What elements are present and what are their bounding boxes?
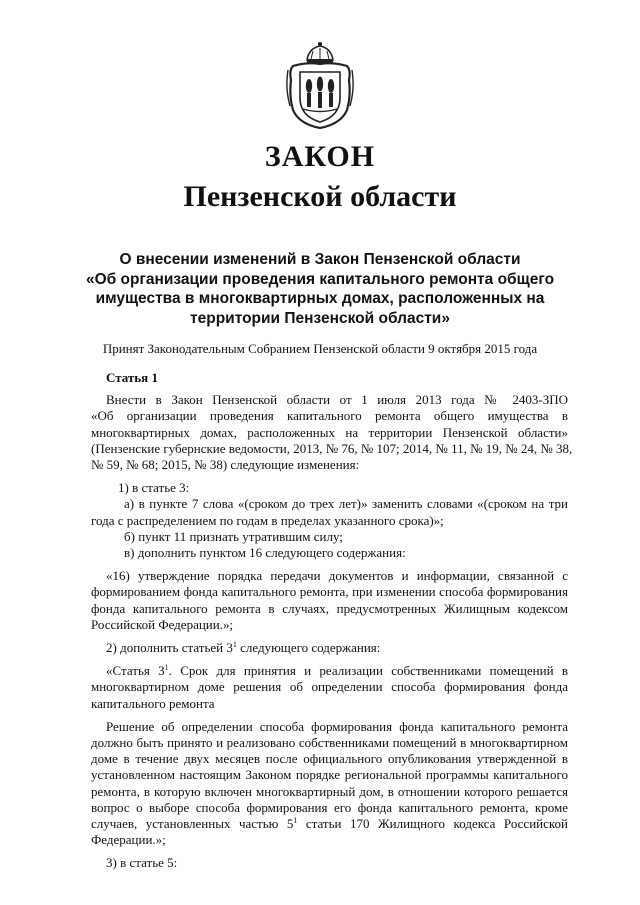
paragraph-line: многоквартирных домах, расположенных на территории Пензенской области» — [91, 424, 568, 440]
quoted-paragraph-line: Российской Федерации.»; — [91, 616, 234, 632]
article-3-1-text-line: должно быть принято и реализовано собственниками помещений в многоквартирном — [91, 735, 568, 751]
document-type-title: ЗАКОН — [264, 140, 376, 173]
article-3-1-text-line: Решение об определении способа формирования фонда капитального ремонта — [106, 718, 568, 734]
article-body — [91, 370, 573, 872]
heading-line: имущества в многоквартирных домах, расположенных на — [95, 290, 545, 307]
heading-line: О внесении изменений в Закон Пензенской области — [119, 251, 521, 268]
coat-of-arms-emblem — [285, 40, 355, 130]
paragraph-line: (Пензенские губернские ведомости, 2013, № 76, № 107; 2014, № 11, № 19, № 24, № 38, — [91, 440, 573, 456]
list-item: б) пункт 11 признать утратившим силу; — [124, 528, 343, 544]
quoted-paragraph-line: «16) утверждение порядка передачи документов и информации, связанной с — [106, 568, 568, 584]
article-3-1-title-line: капитального ремонта — [91, 695, 215, 711]
article-3-1-text-line: установленном настоящим Законом порядке региональной программы капитального — [91, 767, 568, 783]
article-3-1-text-line: Федерации.»; — [91, 832, 166, 848]
list-item: 1) в статье 3: — [118, 480, 190, 496]
heading-line: территории Пензенской области» — [190, 309, 450, 327]
list-item: 3) в статье 5: — [106, 855, 178, 871]
paragraph-line: «Об организации проведения капитального ремонта общего имущества в — [91, 408, 568, 424]
article-3-1-text-line: ремонта, в которую включен многоквартирный дом, в отношении которого решается — [91, 783, 568, 799]
article-title: Статья 1 — [106, 370, 158, 385]
list-item: в) дополнить пунктом 16 следующего содержания: — [124, 545, 406, 561]
heading-line: «Об организации проведения капитального ремонта общего — [85, 270, 555, 288]
article-3-1-text-line: вопрос о выборе способа формирования его фонда капитального ремонта, кроме — [91, 799, 568, 815]
article-3-1-title-line: многоквартирном доме решения об определении способа формирования фонда — [91, 679, 568, 695]
list-item: года с распределением по годам в пределах указанного срока)»; — [91, 512, 444, 528]
paragraph-line: Внести в Закон Пензенской области от 1 июля 2013 года № 2403-ЗПО — [106, 392, 568, 408]
quoted-paragraph-line: формированием фонда капитального ремонта, при изменении способа формирования — [91, 584, 568, 600]
list-item: 2) дополнить статьей $3^1$ следующего содержания: — [106, 640, 381, 656]
document-region-title: Пензенской области — [183, 180, 457, 213]
paragraph-line: № 59, № 68; 2015, № 38) следующие изменения: — [91, 457, 360, 473]
list-item: а) в пункте 7 слова «(сроком до трех лет)» заменить словами «(сроком на три — [124, 496, 568, 512]
article-3-1-text-line: случаев, установленных частью $5^1$ статьи 170 Жилищного кодекса Российской — [91, 816, 568, 832]
law-heading — [80, 250, 560, 328]
article-3-1-title-line: «Статья $3^1$. Срок для принятия и реализации собственниками помещений в — [106, 663, 568, 679]
article-3-1-text-line: доме в течение двух месяцев после официального опубликования утвержденной в — [91, 751, 568, 767]
adoption-note: Принят Законодательным Собранием Пензенской области 9 октября 2015 года — [102, 341, 538, 356]
quoted-paragraph-line: фонда капитального ремонта в случаях, предусмотренных Жилищным кодексом — [91, 600, 568, 616]
